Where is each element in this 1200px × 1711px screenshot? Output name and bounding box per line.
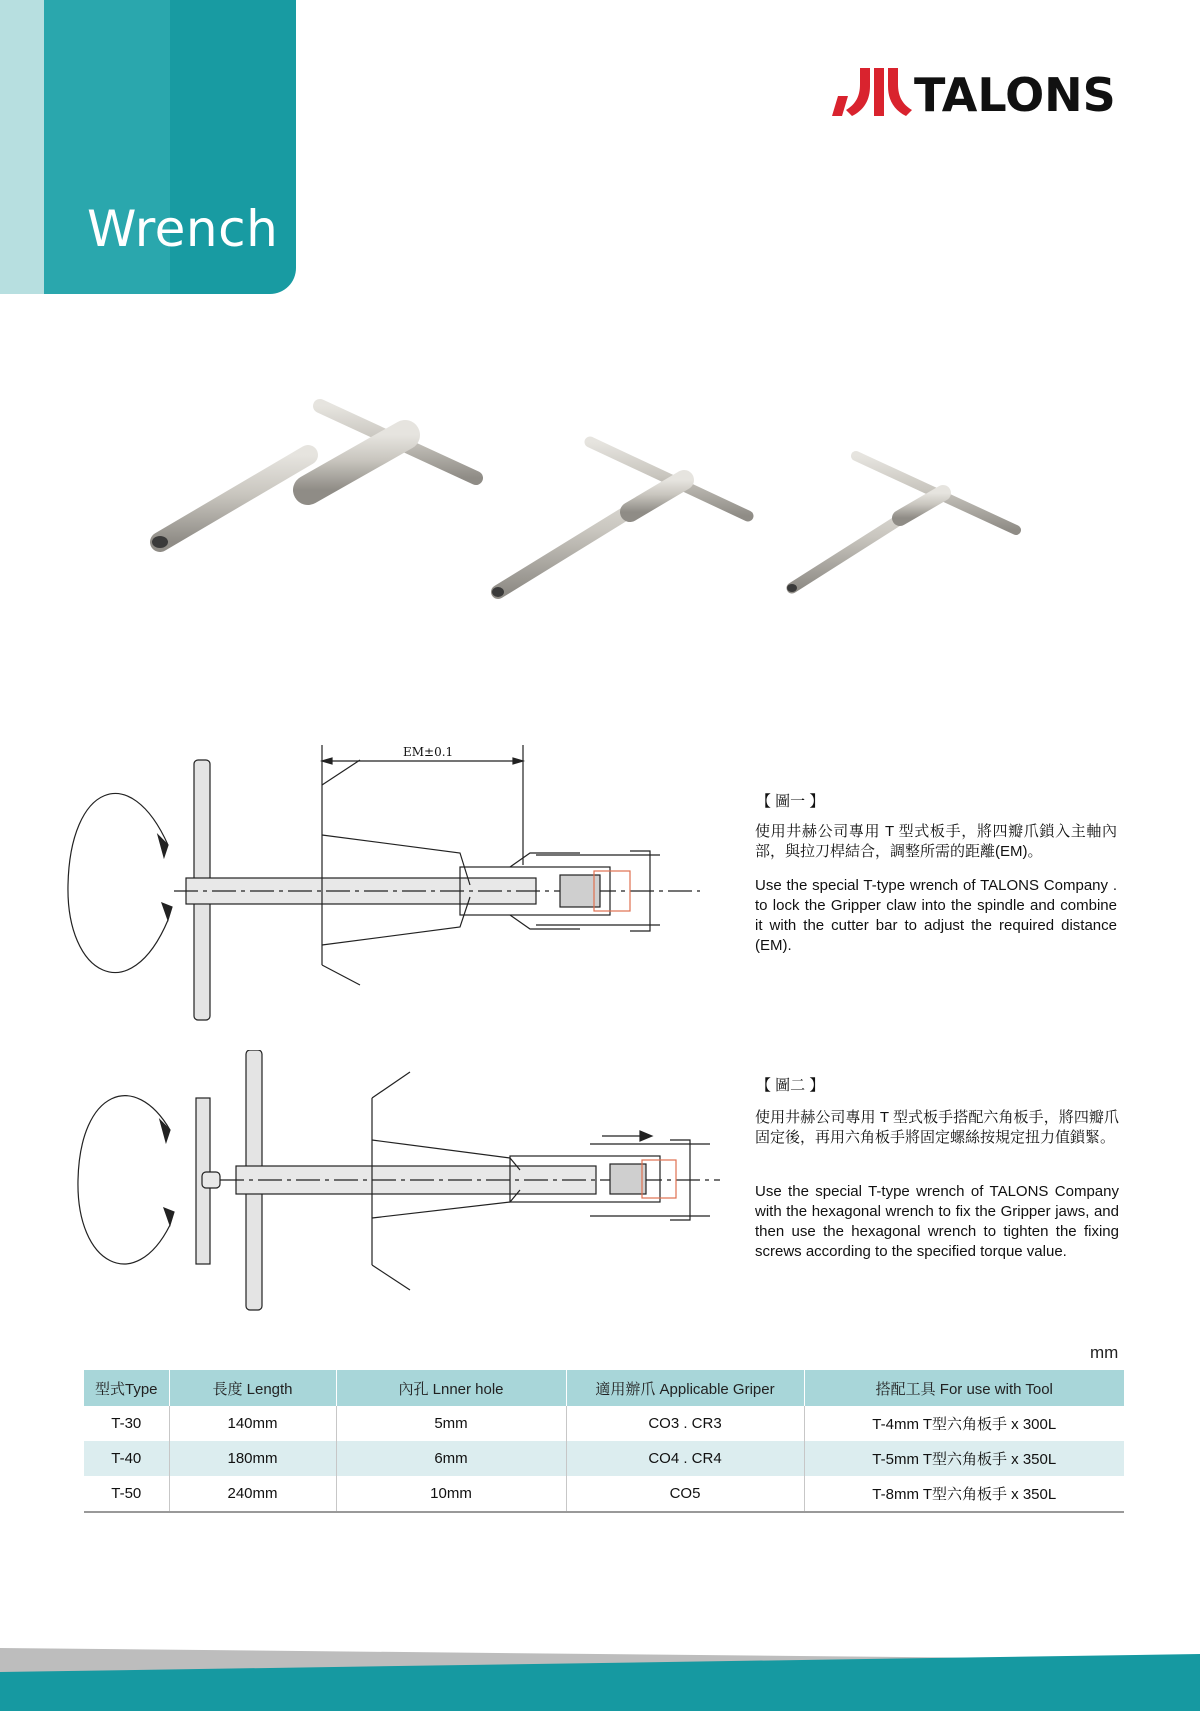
cell-griper: CO4 . CR4	[566, 1441, 804, 1476]
dimension-label: EM±0.1	[403, 745, 454, 759]
wrench-medium-icon	[492, 442, 748, 597]
cell-type: T-30	[84, 1406, 169, 1441]
spec-table	[84, 1370, 1124, 1513]
cell-griper: CO5	[566, 1476, 804, 1512]
figure-1-drawing	[60, 745, 710, 1035]
figure-2-label: 【 圖二 】	[756, 1077, 825, 1094]
cell-type: T-40	[84, 1441, 169, 1476]
figure-2-description-zh: 使用井赫公司專用 T 型式板手搭配六角板手，將四瓣爪固定後，再用六角板手將固定螺絲按規定扭力值鎖緊。	[755, 1109, 1119, 1146]
unit-label: mm	[1090, 1343, 1119, 1362]
cell-length: 240mm	[169, 1476, 336, 1512]
figure-2-description-en: Use the special T-type wrench of TALONS Company with the hexagonal wrench to fix the Gripper jaws, and then use the hexagonal wrench to tighten the fixing screws according to the specified torque value.	[755, 1183, 1119, 1260]
table-row	[84, 1476, 1124, 1512]
header-inner-hole: 內孔 Lnner hole	[336, 1370, 566, 1406]
wrench-large-icon	[152, 406, 476, 548]
header-band-light	[0, 0, 44, 294]
header-applicable-griper: 適用辦爪 Applicable Griper	[566, 1370, 804, 1406]
cell-length: 180mm	[169, 1441, 336, 1476]
cell-tool: T-8mm T型六角板手 x 350L	[804, 1476, 1124, 1512]
figure-1-label: 【 圖一 】	[756, 793, 825, 810]
table-header-row	[84, 1370, 1124, 1406]
cell-tool: T-4mm T型六角板手 x 300L	[872, 1416, 1057, 1433]
figure-2-drawing	[70, 1050, 730, 1320]
product-photo	[140, 390, 1040, 610]
table-row	[84, 1406, 1124, 1441]
header-length: 長度 Length	[169, 1370, 336, 1406]
header-type: 型式Type	[84, 1370, 169, 1406]
cell-inner-hole: 5mm	[336, 1406, 566, 1441]
wrench-small-icon	[787, 456, 1016, 592]
cell-inner-hole: 6mm	[336, 1441, 566, 1476]
cell-length: 140mm	[169, 1406, 336, 1441]
cell-tool: T-5mm T型六角板手 x 350L	[804, 1441, 1124, 1476]
cell-type: T-50	[84, 1476, 169, 1512]
cell-griper: CO3 . CR3	[566, 1406, 804, 1441]
figure-1-description-en: Use the special T-type wrench of TALONS Company . to lock the Gripper claw into the spindle and combine it with the cutter bar to adjust the required distance (EM).	[755, 877, 1117, 954]
page-title: Wrench	[87, 200, 279, 258]
cell-inner-hole: 10mm	[336, 1476, 566, 1512]
footer-band	[0, 1640, 1200, 1711]
brand-name: TALONS	[914, 68, 1116, 122]
figure-1-description-zh: 使用井赫公司專用 T 型式板手，將四瓣爪鎖入主軸內部，與拉刀桿結合，調整所需的距離(EM)。	[755, 823, 1117, 860]
header-tool: 搭配工具 For use with Tool	[804, 1370, 1124, 1406]
table-row	[84, 1441, 1124, 1476]
